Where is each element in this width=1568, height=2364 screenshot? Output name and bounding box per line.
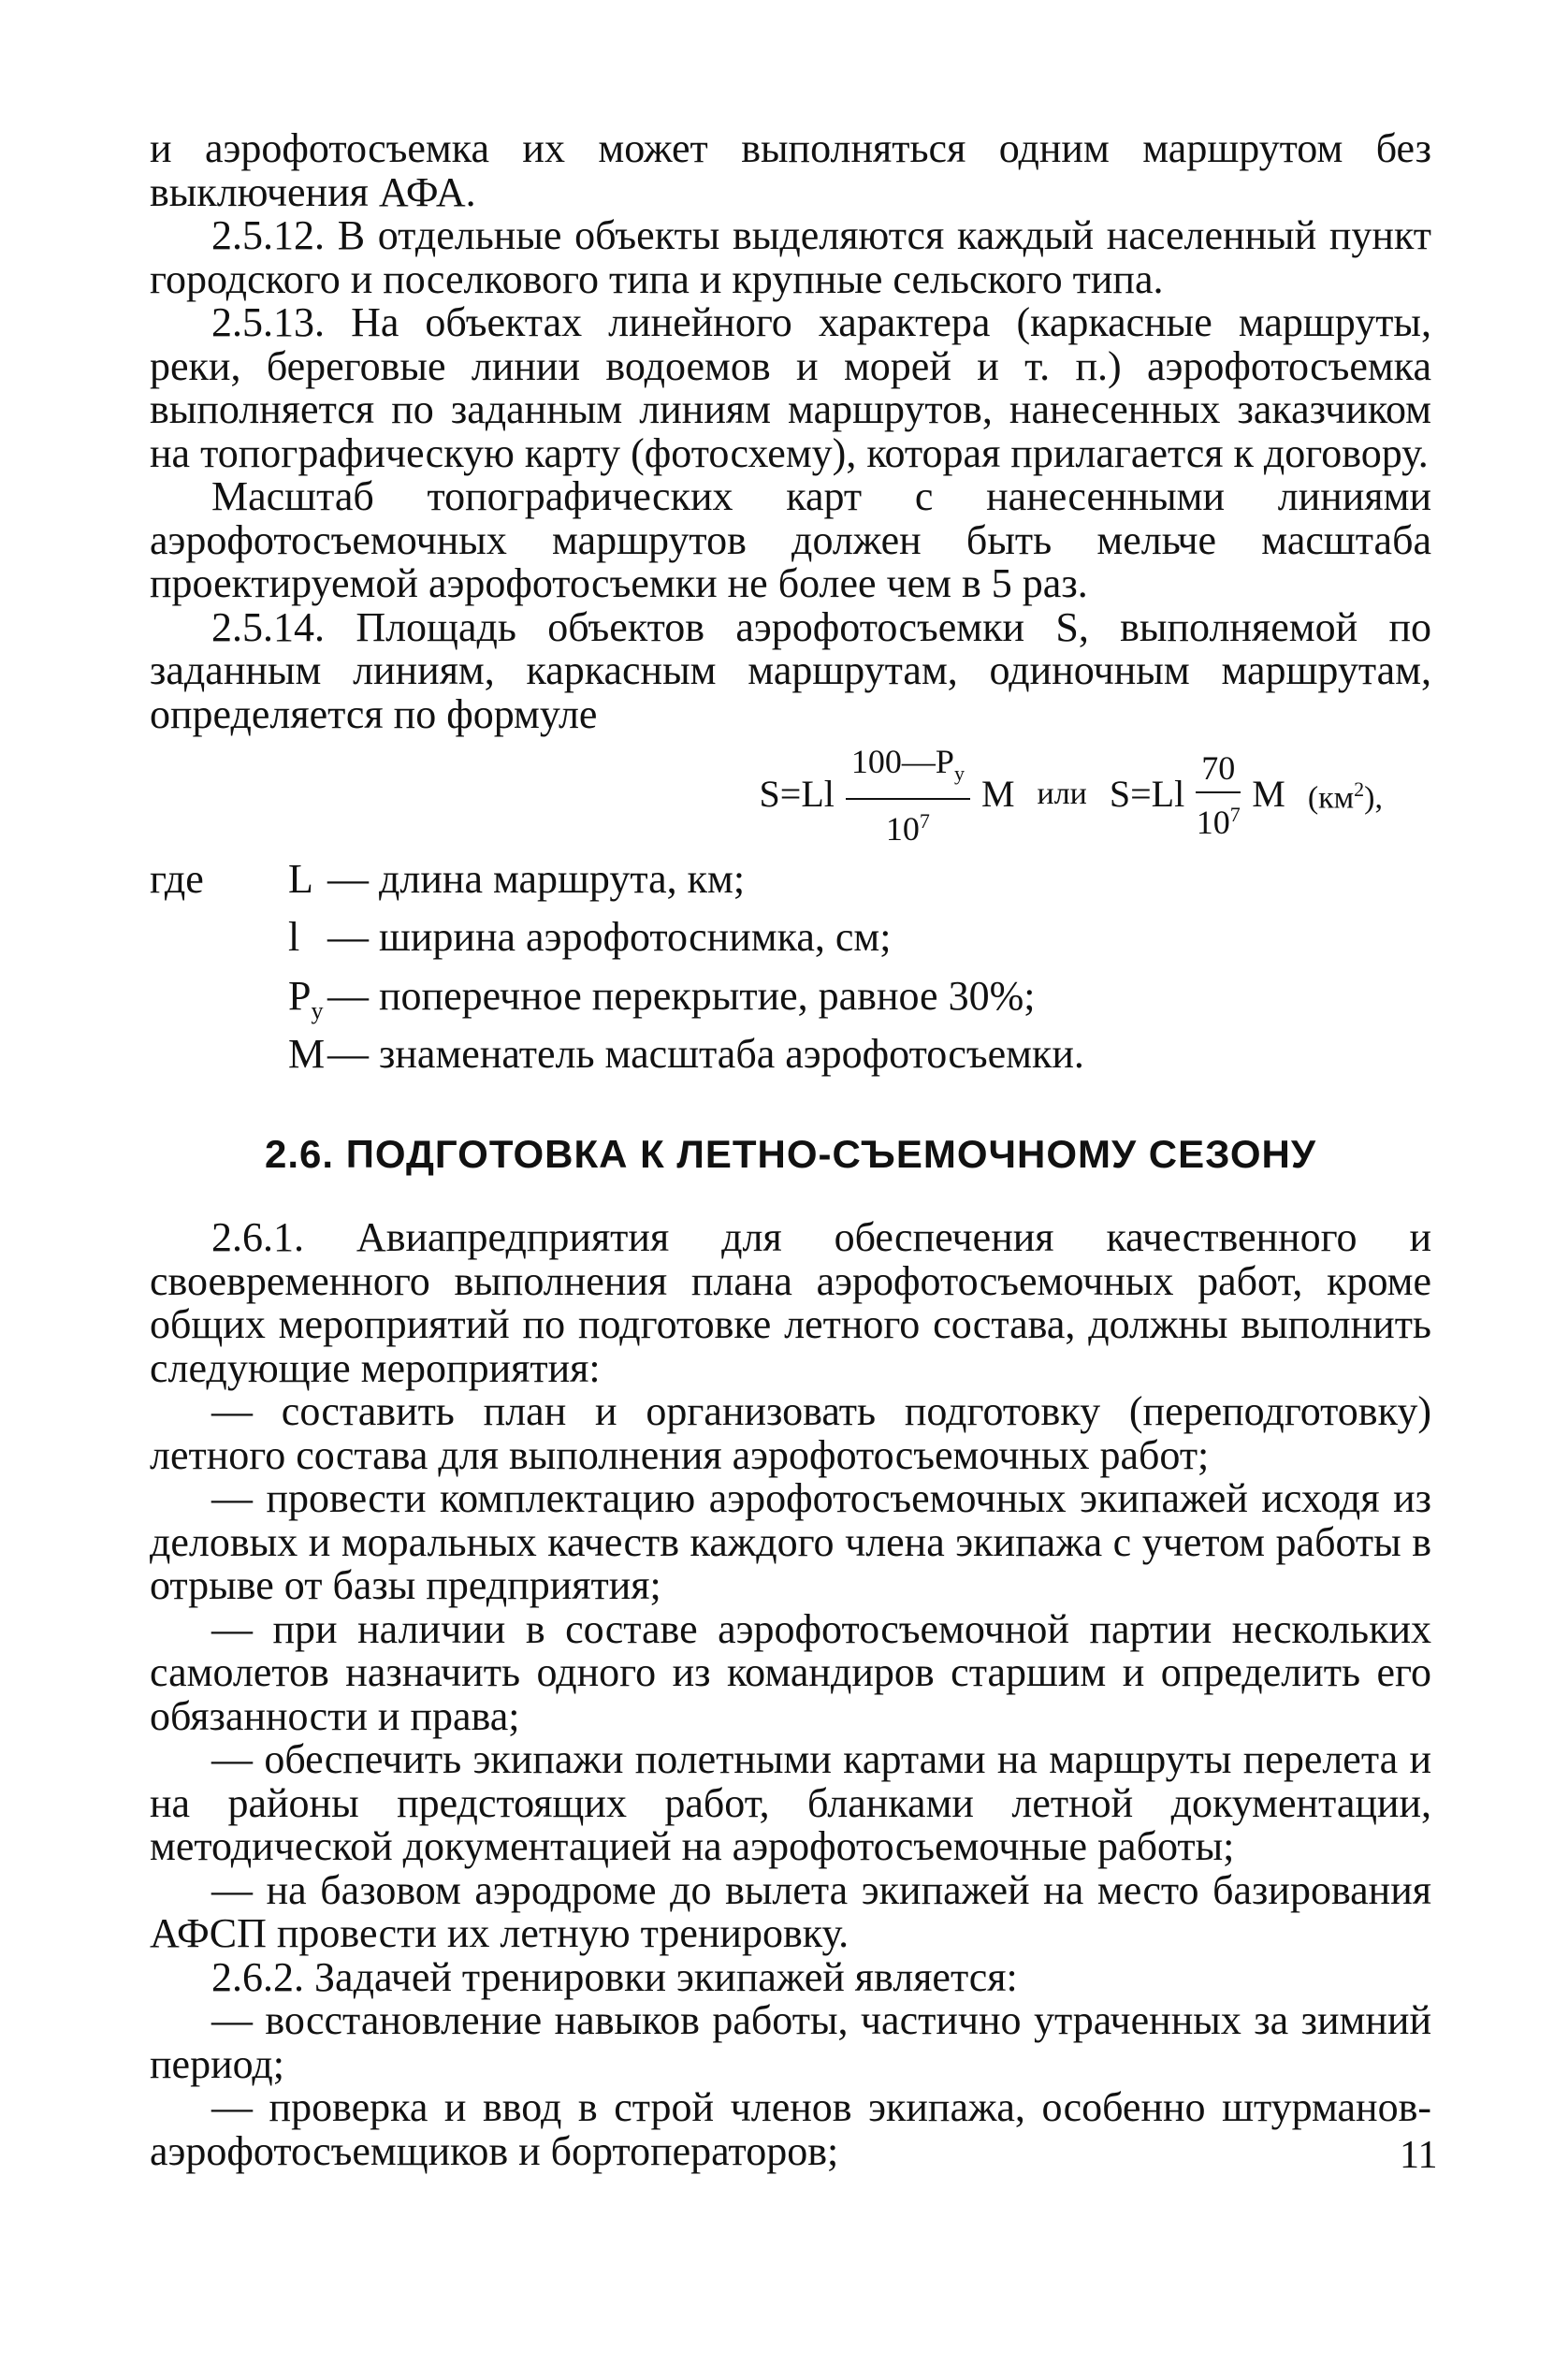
formula-lhs-2: S=Ll [1109,772,1185,815]
paragraph-2-5-14: 2.5.14. Площадь объектов аэрофотосъемки S, выполняемой по заданным линиям, каркасным маршрутам, одиночным маршрутам, определяется по формуле [150,603,1431,737]
paragraph-2-6-2: 2.6.2. Задачей тренировки экипажей является: [211,1953,1018,2000]
paragraph-2-5-12: 2.5.12. В отдельные объекты выделяются каждый населенный пункт городского и поселкового типа и крупные сельского типа. [150,212,1431,302]
list-item-crew-staffing: — провести комплектацию аэрофотосъемочных экипажей исходя из деловых и моральных качеств каждого члена экипажа с учетом работы в отрыве от базы предприятия; [150,1475,1431,1609]
formula-fraction-1 [846,738,970,849]
variable-definitions [150,858,1431,1091]
list-item-flight-training: — на базовом аэродроме до вылета экипажей на место базирования АФСП провести их летную тренировку. [150,1866,1431,1957]
document-page [150,127,1431,2173]
list-item-skill-restoration: — восстановление навыков работы, частично утраченных за зимний период; [150,1997,1431,2087]
paragraph-continuation: и аэрофотосъемка их может выполняться одним маршрутом без выключения АФА. [150,125,1431,215]
where-label: где [150,856,204,902]
paragraph-2-6-1: 2.6.1. Авиапредприятия для обеспечения качественного и своевременного выполнения плана аэрофотосъемочных работ, кроме общих мероприятий по подготовке летного состава, должны выполнить следующие мероприятия: [150,1214,1431,1391]
list-item-training-plan: — составить план и организовать подготовку (переподготовку) летного состава для выполнения аэрофотосъемочных работ; [150,1388,1431,1478]
formula-unit: $(км^2)$, [1307,777,1383,816]
fraction-2-numerator: 70 [1196,745,1241,793]
section-heading: 2.6. ПОДГОТОВКА К ЛЕТНО-СЪЕМОЧНОМУ СЕЗОНУ [264,1132,1317,1177]
paragraph-2-5-13: 2.5.13. На объектах линейного характера (каркасные маршруты, реки, береговые линии водоемов и морей и т. п.) аэрофотосъемка выполняется по заданным линиям маршрутов, нанесенных заказчиком на топографическую карту (фотосхему), которая прилагается к договору. [150,299,1431,476]
fraction-1-denominator: $10^7$ [885,808,930,848]
formula-factor-2: M [1252,772,1285,815]
definition-L: L — длина маршрута, км; [288,856,746,902]
formula-lhs-1: S=Ll [759,772,835,815]
definition-l: l — ширина аэрофотоснимка, см; [288,914,892,961]
formula-factor-1: M [980,772,1015,815]
list-item-senior-commander: — при наличии в составе аэрофотосъемочной партии нескольких самолетов назначить одного из командиров старшим и определить его обязанности и права; [150,1605,1431,1739]
list-item-crew-check: — проверка и ввод в строй членов экипажа, особенно штурманов-аэрофотосъемщиков и бортоператоров; [150,2084,1431,2174]
area-formula [150,738,1431,850]
definition-Py: $P_у$ — поперечное перекрытие, равное 30%; [288,972,1036,1024]
paragraph-map-scale: Масштаб топографических карт с нанесенными линиями аэрофотосъемочных маршрутов должен быть мельче масштаба проектируемой аэрофотосъемки не более чем в 5 раз. [150,473,1431,606]
fraction-1-numerator: $100—P_у$ [846,738,970,799]
page-number: 11 [1400,2134,1438,2177]
formula-fraction-2 [1196,745,1241,844]
formula-connector: или [1037,776,1087,811]
list-item-flight-maps: — обеспечить экипажи полетными картами на маршруты перелета и на районы предстоящих работ, бланками летной документации, методической документацией на аэрофотосъемочные работы; [150,1736,1431,1870]
fraction-2-denominator: $10^7$ [1196,803,1241,841]
definition-M: M — знаменатель масштаба аэрофотосъемки. [288,1030,1084,1077]
